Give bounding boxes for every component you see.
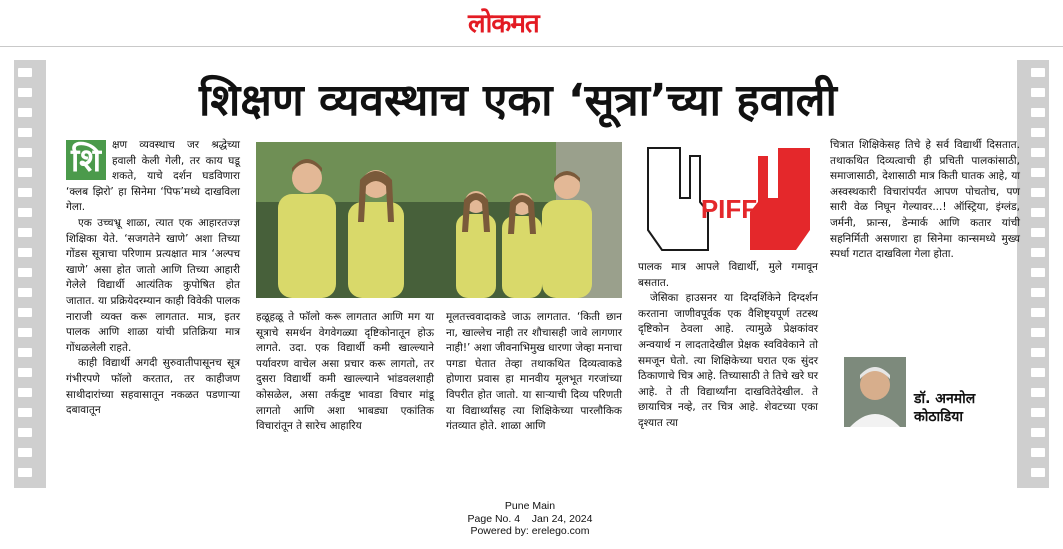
film-perforation: [1031, 268, 1045, 277]
film-perforation: [18, 388, 32, 397]
film-perforation: [1031, 128, 1045, 137]
column-4: [638, 260, 818, 432]
film-perforation: [18, 428, 32, 437]
film-strip-right: [1017, 60, 1049, 488]
film-perforation: [18, 348, 32, 357]
paragraph: मूलतत्त्ववादाकडे जाऊ लागतात. ‘किती छान ना, खाल्लेच नाही तर शौचासही जावे लागणार नाही!’ अशा जीवनाभिमुख धारणा जेव्हा मनाचा पगडा घेतात तेव्हा तथाकथित दिव्यत्वाकडे होणारा प्रवास हा मानवीय मूलभूत गरजांच्या विपरीत होत जातो. या साऱ्याची दिव्य परिणती या विद्यार्थ्यांसह त्या शिक्षिकेच्या पारलौकिक गंतव्यात होते. शाळा आणि: [446, 311, 622, 433]
page-number: Page No. 4: [467, 512, 521, 525]
film-perforation: [1031, 68, 1045, 77]
film-perforation: [1031, 108, 1045, 117]
film-perforation: [1031, 448, 1045, 457]
page-date-line: [440, 513, 620, 526]
film-perforation: [1031, 308, 1045, 317]
paragraph: क्षण व्यवस्थाच जर श्रद्धेच्या हवाली केली गेली, तर काय घडू शकते, याचे दर्शन घडविणारा ‘क्लब झिरो’ हा सिनेमा ‘पिफ’मध्ये दाखविला गेला.: [66, 139, 240, 214]
paragraph: काही विद्यार्थी अगदी सुरुवातीपासूनच सूत्र गंभीरपणे फॉलो करतात, तर काहीजण साथीदारांच्या सहवासातून नकळत पडणाऱ्या दबावातून: [66, 357, 240, 417]
publish-date: Jan 24, 2024: [531, 512, 593, 525]
film-perforation: [18, 68, 32, 77]
column-5: [830, 138, 1020, 263]
paragraph: हळूहळू ते फॉलो करू लागतात आणि मग या सूत्राचे समर्थन वेगवेगळ्या दृष्टिकोनातून होऊ लागते. उदा. एक विद्यार्थी कमी खाल्ल्याने पर्यावरण वाचेल असा प्रचार करू लागतो, तर दुसरा विद्यार्थी कमी खाल्ल्याने भांडवलशाही कोसळेल, असा तर्कदुष्ट भावडा विचार मांडू लागतो आणि अशा भाबड्या एकांतिक विचारांतून ते सारेच आहारिय: [256, 311, 434, 433]
lokmat-logo[interactable]: लोकमत: [468, 9, 539, 39]
masthead: [0, 0, 1063, 47]
film-perforation: [1031, 188, 1045, 197]
film-perforation: [18, 468, 32, 477]
film-perforation: [1031, 228, 1045, 237]
film-perforation: [18, 448, 32, 457]
students-illustration: [256, 142, 622, 298]
powered-by[interactable]: Powered by: erelego.com: [470, 525, 590, 537]
hands-logo-icon: [640, 142, 818, 262]
author-name-line1: डॉ. अनमोल: [914, 391, 976, 407]
paragraph: चित्रात शिक्षिकेसह तिचे हे सर्व विद्यार्थी दिसतात. तथाकथित दिव्यत्वाची ही प्रचिती पालकांसाठी, समाजासाठी, देशासाठी मात्र किती घातक आहे, या अस्वस्थकारी विचारांपर्यंत आपण पोचतोच, पण सारी वेळ निघून गेल्यावर...! ऑस्ट्रिया, इंग्लंड, जर्मनी, फ्रान्स, डेन्मार्क आणि कतार यांची सहनिर्मिती असणारा हा सिनेमा कान्समध्ये मुख्य स्पर्धा गटात दाखविला गेला होता.: [830, 139, 1020, 261]
film-perforation: [1031, 368, 1045, 377]
headline: शिक्षण व्यवस्थाच एका ‘सूत्रा’च्या हवाली: [199, 75, 837, 126]
film-perforation: [1031, 168, 1045, 177]
piff-logo: [640, 142, 818, 262]
film-perforation: [18, 208, 32, 217]
author-photo: [844, 357, 906, 427]
film-perforation: [18, 248, 32, 257]
film-perforation: [18, 308, 32, 317]
film-perforation: [1031, 208, 1045, 217]
film-perforation: [1031, 248, 1045, 257]
film-perforation: [1031, 388, 1045, 397]
drop-cap: शि: [66, 140, 106, 180]
film-perforation: [1031, 328, 1045, 337]
film-perforation: [18, 88, 32, 97]
paragraph: एक उच्चभ्रू शाळा, त्यात एक आहारतज्ज्ञ शिक्षिका येते. ‘सजगतेने खाणे’ अशा तिच्या गोंडस सूत्राचा परिणाम प्रत्यक्षात मात्र ‘अल्पच खाणे’ असा होत जातो आणि तिच्या आहारी गेलेले विद्यार्थी आत्यंतिक कुपोषित होत जातात. या प्रक्रियेदरम्यान काही विवेकी पालक नाराजी व्यक्त करू लागतात. मात्र, इतर पालक आणि शाळा यांची प्रतिक्रिया मात्र गोंधळलेली राहते.: [66, 216, 240, 354]
film-perforation: [1031, 468, 1045, 477]
film-still-photo: [256, 142, 622, 298]
piff-label: PIFF: [700, 194, 758, 224]
film-perforation: [18, 168, 32, 177]
film-perforation: [18, 368, 32, 377]
film-strip-left: [14, 60, 46, 488]
film-perforation: [18, 108, 32, 117]
film-perforation: [1031, 88, 1045, 97]
film-perforation: [18, 148, 32, 157]
author-name-line2: कोठाडिया: [914, 409, 963, 425]
column-1: [66, 138, 240, 419]
column-2: [256, 310, 434, 435]
film-perforation: [18, 188, 32, 197]
edition-label: Pune Main: [504, 500, 556, 512]
film-perforation: [18, 408, 32, 417]
film-perforation: [1031, 428, 1045, 437]
film-perforation: [1031, 408, 1045, 417]
film-perforation: [1031, 288, 1045, 297]
author-name: [914, 390, 975, 426]
film-perforation: [1031, 348, 1045, 357]
film-perforation: [1031, 148, 1045, 157]
paragraph: पालक मात्र आपले विद्यार्थी, मुले गमावून बसतात.: [638, 261, 818, 289]
film-perforation: [18, 228, 32, 237]
footer: [440, 500, 620, 538]
film-perforation: [18, 128, 32, 137]
column-3: [446, 310, 622, 435]
film-perforation: [18, 268, 32, 277]
film-perforation: [18, 328, 32, 337]
film-perforation: [18, 288, 32, 297]
article-clipping: [14, 60, 1049, 488]
paragraph: जेसिका हाउसनर या दिग्दर्शिकेने दिग्दर्शन करताना जाणीवपूर्वक एक वैशिष्ट्यपूर्ण तटस्थ दृष्टिकोन ठेवला आहे. त्यामुळे प्रेक्षकांवर अन्वयार्थ न लादतादेखील प्रेक्षक स्वविवेकाने तो समजून घेतो. त्या शिक्षिकेच्या घरात एक सुंदर ठिकाणाचे चित्र आहे. तिच्यासाठी ते तिचे खरे घर आहे. ते ती विद्यार्थ्यांना दाखवितेदेखील. ते छायाचित्र नव्हे, तर चित्र आहे. शेवटच्या एका दृश्यात त्या: [638, 292, 818, 429]
author-byline: [844, 357, 1021, 465]
